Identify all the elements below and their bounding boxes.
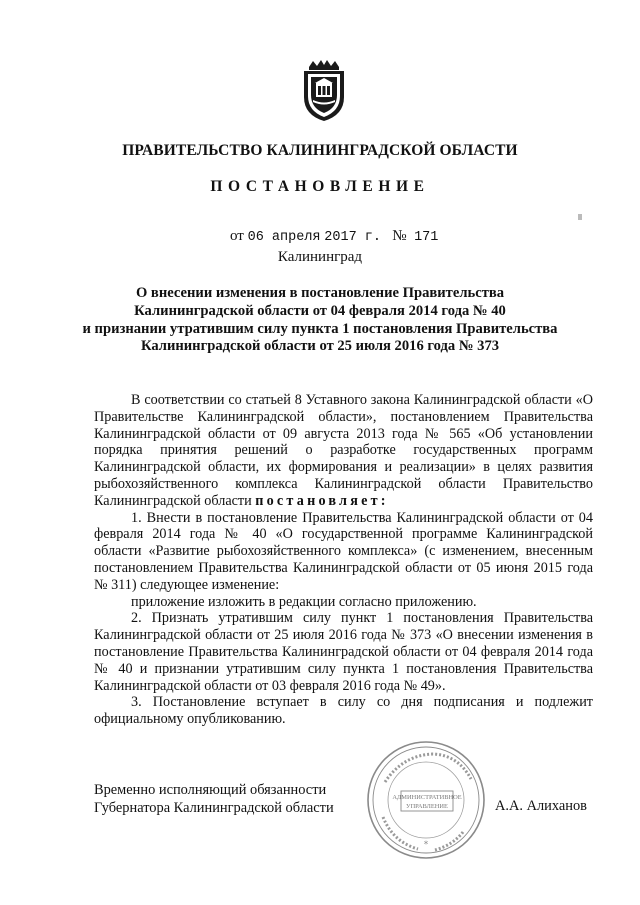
date-prefix: от xyxy=(230,228,244,244)
date-year: 2017 г. xyxy=(324,230,381,245)
position-line: Временно исполняющий обязанности xyxy=(94,782,327,798)
subject-line: Калининградской области от 25 июля 2016 года № 373 xyxy=(140,338,500,355)
official-seal-stamp xyxy=(363,737,489,863)
resolves-word: постановляет: xyxy=(255,492,389,509)
number-sign: № xyxy=(392,228,407,244)
document-type: ПОСТАНОВЛЕНИЕ xyxy=(210,178,430,195)
subject-line: и признании утратившим силу пункта 1 постановления Правительства xyxy=(82,320,558,337)
subject-line: О внесении изменения в постановление Правительства xyxy=(135,285,505,301)
preamble-paragraph xyxy=(94,392,593,510)
date-number-line xyxy=(230,228,438,245)
document-subject xyxy=(80,285,560,356)
item-1-sub: приложение изложить в редакции согласно приложению. xyxy=(131,593,477,610)
document-body xyxy=(94,392,593,728)
government-title: ПРАВИТЕЛЬСТВО КАЛИНИНГРАДСКОЙ ОБЛАСТИ xyxy=(122,142,518,159)
position-line: Губернатора Калининградской области xyxy=(94,800,334,816)
seal-center-line: АДМИНИСТРАТИВНОЕ xyxy=(392,794,462,801)
subject-line: Калининградской области от 04 февраля 2014 года № 40 xyxy=(134,302,506,319)
signatory-name: А.А. Алиханов xyxy=(495,798,587,814)
item-1: 1. Внести в постановление Правительства Калининградской области от 04 февраля 2014 года № 40 «О государственной программе Калининградской области «Развитие рыбохозяйственного комплекса» (с изменением, внесенным постановлением Правительства Калининградской области от 05 июня 2015 года № 311) следующее изменение: xyxy=(94,509,593,593)
document-number: 171 xyxy=(414,230,439,245)
signatory-position xyxy=(94,781,334,817)
city: Калининград xyxy=(277,249,363,265)
preamble-text: В соответствии со статьей 8 Уставного закона Калининградской области «О Правительстве Калининградской области», постановлением Правительства Калининградской области от 09 августа 2013 года № 565 «Об установлении порядка принятия решений о разработке государственных программ Калининградской области, их формирования и реализации» в целях развития рыбохозяйственного комплекса Калининградской области Правительство Калининградской области xyxy=(94,392,593,509)
date-value: 06 апреля xyxy=(247,230,321,245)
seal-center-line: УПРАВЛЕНИЕ xyxy=(406,803,448,810)
item-3: 3. Постановление вступает в силу со дня подписания и подлежит официальному опубликованию. xyxy=(94,694,593,728)
coat-of-arms-icon xyxy=(299,59,349,123)
item-2: 2. Признать утратившим силу пункт 1 постановления Правительства Калининградской области от 25 июля 2016 года № 373 «О внесении изменения в постановление Правительства Калининградской области от 04 февраля 2014 года № 40 и признании утратившим силу пункта 1 постановления Правительства Калининградской области от 03 февраля 2016 года № 49». xyxy=(94,610,593,694)
scan-mark xyxy=(578,214,582,220)
svg-text:*: * xyxy=(423,840,429,850)
